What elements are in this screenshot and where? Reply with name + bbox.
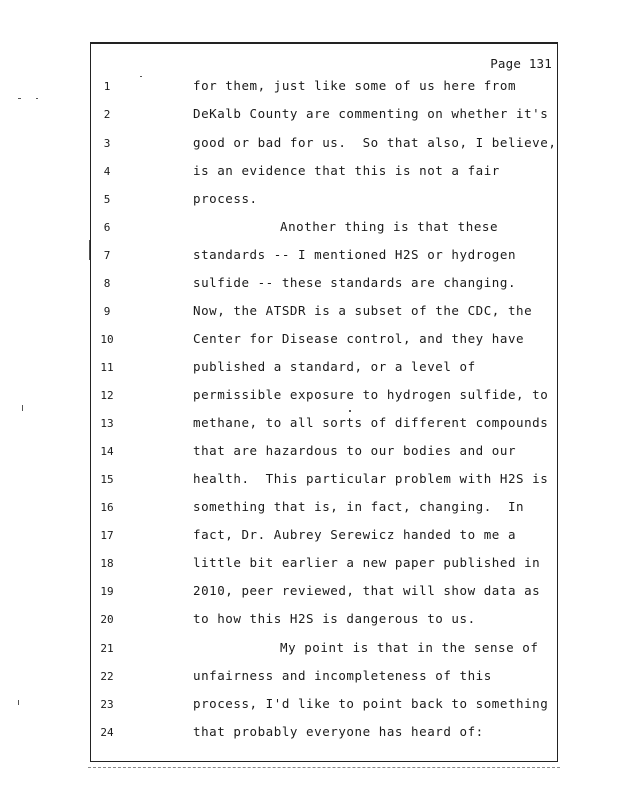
line-text: health. This particular problem with H2S is xyxy=(193,471,549,486)
line-number: 24 xyxy=(100,726,114,739)
line-number: 16 xyxy=(100,501,114,514)
line-14 xyxy=(0,443,618,463)
line-text: that are hazardous to our bodies and our xyxy=(193,443,517,458)
scan-speck xyxy=(36,98,38,99)
line-text: little bit earlier a new paper published in xyxy=(193,555,541,570)
line-text: process, I'd like to point back to something xyxy=(193,696,549,711)
line-text: good or bad for us. So that also, I believe, xyxy=(193,135,557,150)
line-text: 2010, peer reviewed, that will show data as xyxy=(193,583,541,598)
line-number: 6 xyxy=(103,221,111,234)
line-number: 1 xyxy=(103,80,111,93)
line-text: methane, to all sorts of different compounds xyxy=(193,415,549,430)
line-number: 23 xyxy=(100,698,114,711)
line-number: 21 xyxy=(100,642,114,655)
line-21 xyxy=(0,640,618,660)
line-text: to how this H2S is dangerous to us. xyxy=(193,611,476,626)
line-number: 19 xyxy=(100,585,114,598)
line-text: My point is that in the sense of xyxy=(280,640,539,655)
scan-speck xyxy=(140,76,142,77)
line-number: 5 xyxy=(103,193,111,206)
line-8 xyxy=(0,275,618,295)
line-10 xyxy=(0,331,618,351)
line-text: DeKalb County are commenting on whether it's xyxy=(193,106,549,121)
line-text: process. xyxy=(193,191,258,206)
line-number: 10 xyxy=(100,333,114,346)
line-number: 11 xyxy=(100,361,114,374)
line-number: 17 xyxy=(100,529,114,542)
line-number: 12 xyxy=(100,389,114,402)
line-6 xyxy=(0,219,618,239)
line-text: fact, Dr. Aubrey Serewicz handed to me a xyxy=(193,527,517,542)
line-22 xyxy=(0,668,618,688)
line-text: that probably everyone has heard of: xyxy=(193,724,484,739)
line-5 xyxy=(0,191,618,211)
line-12 xyxy=(0,387,618,407)
scan-speck xyxy=(349,410,351,412)
line-number: 8 xyxy=(103,277,111,290)
line-11 xyxy=(0,359,618,379)
line-text: permissible exposure to hydrogen sulfide, to xyxy=(193,387,549,402)
line-number: 9 xyxy=(103,305,111,318)
line-17 xyxy=(0,527,618,547)
line-text: Another thing is that these xyxy=(280,219,499,234)
line-text: unfairness and incompleteness of this xyxy=(193,668,492,683)
line-text: published a standard, or a level of xyxy=(193,359,476,374)
scan-speck xyxy=(18,98,21,99)
line-number: 14 xyxy=(100,445,114,458)
scan-speck xyxy=(22,405,23,411)
line-20 xyxy=(0,611,618,631)
line-number: 13 xyxy=(100,417,114,430)
line-number: 7 xyxy=(103,249,111,262)
line-7 xyxy=(0,247,618,267)
line-number: 20 xyxy=(100,613,114,626)
line-3 xyxy=(0,135,618,155)
line-number: 22 xyxy=(100,670,114,683)
scan-artifact-rule xyxy=(88,767,560,768)
line-text: sulfide -- these standards are changing. xyxy=(193,275,517,290)
line-13 xyxy=(0,415,618,435)
line-2 xyxy=(0,106,618,126)
line-15 xyxy=(0,471,618,491)
line-number: 4 xyxy=(103,165,111,178)
line-number: 18 xyxy=(100,557,114,570)
line-number: 3 xyxy=(103,137,111,150)
line-18 xyxy=(0,555,618,575)
scan-speck xyxy=(18,700,19,705)
line-24 xyxy=(0,724,618,744)
line-9 xyxy=(0,303,618,323)
line-text: Center for Disease control, and they have xyxy=(193,331,525,346)
page-number: Page 131 xyxy=(490,56,552,71)
line-text: for them, just like some of us here from xyxy=(193,78,517,93)
line-text: is an evidence that this is not a fair xyxy=(193,163,500,178)
line-23 xyxy=(0,696,618,716)
line-text: Now, the ATSDR is a subset of the CDC, the xyxy=(193,303,533,318)
line-16 xyxy=(0,499,618,519)
line-1 xyxy=(0,78,618,98)
scan-speck xyxy=(89,240,90,260)
line-text: standards -- I mentioned H2S or hydrogen xyxy=(193,247,517,262)
line-4 xyxy=(0,163,618,183)
line-text: something that is, in fact, changing. In xyxy=(193,499,525,514)
line-19 xyxy=(0,583,618,603)
line-number: 2 xyxy=(103,108,111,121)
line-number: 15 xyxy=(100,473,114,486)
